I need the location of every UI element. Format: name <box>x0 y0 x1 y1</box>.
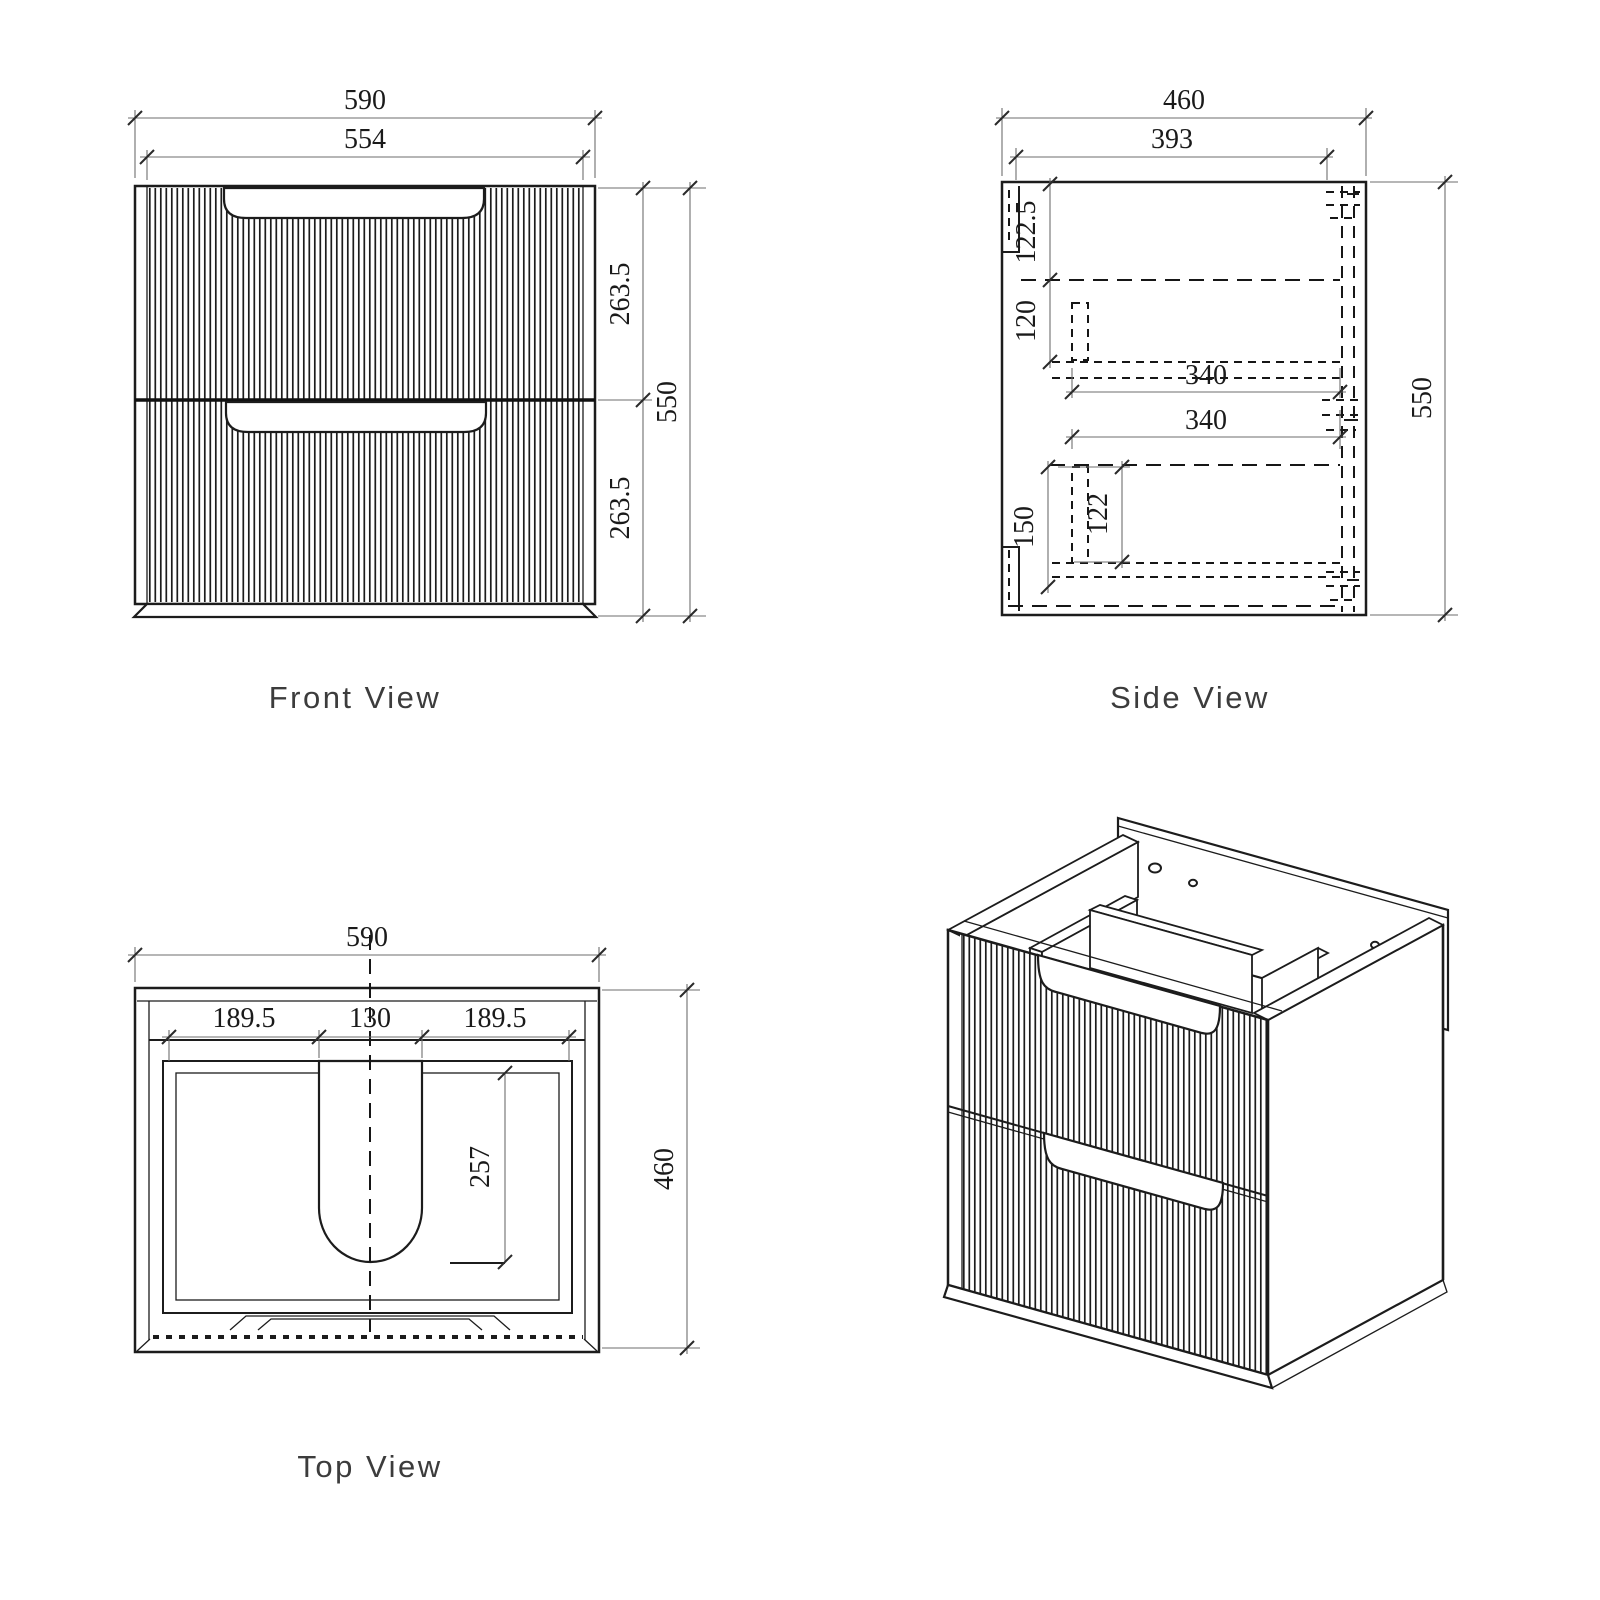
top-dim-overall-width: 590 <box>346 922 388 953</box>
front-upper-handle-recess <box>224 188 484 218</box>
side-dim-overall-depth: 460 <box>1163 85 1205 116</box>
isometric-view <box>944 818 1448 1395</box>
top-view-label: Top View <box>297 1449 443 1484</box>
side-dim-bottom-bracket-height: 150 <box>1009 506 1040 548</box>
top-dim-cutout-width: 130 <box>349 1003 391 1034</box>
side-dim-upper-runner-depth: 340 <box>1185 360 1227 391</box>
top-dim-cutout-depth: 257 <box>465 1146 496 1188</box>
top-dim-cutout-to-right: 189.5 <box>463 1003 527 1034</box>
side-dim-upper-drawer-clearance: 120 <box>1011 300 1042 342</box>
front-view-label: Front View <box>268 680 442 715</box>
top-dim-overall-depth: 460 <box>649 1148 680 1190</box>
top-dim-left-to-cutout: 189.5 <box>212 1003 276 1034</box>
side-dim-lower-runner-depth: 340 <box>1185 405 1227 436</box>
front-dim-drawer-face-width: 554 <box>344 124 386 155</box>
front-bottom-bevel <box>134 604 596 617</box>
side-view-label: Side View <box>1110 680 1270 715</box>
front-fluted-panel <box>148 188 582 602</box>
front-dim-overall-width: 590 <box>344 85 386 116</box>
front-lower-handle-recess <box>226 402 486 432</box>
front-dim-overall-height: 550 <box>652 381 683 423</box>
side-dim-internal-depth: 393 <box>1151 124 1193 155</box>
front-dim-upper-drawer-height: 263.5 <box>605 262 636 326</box>
side-dim-overall-height: 550 <box>1407 377 1438 419</box>
side-dim-lower-drawer-side-height: 122 <box>1083 493 1114 535</box>
front-dim-lower-drawer-height: 263.5 <box>605 476 636 540</box>
side-dim-top-bracket-height: 122.5 <box>1011 200 1042 264</box>
